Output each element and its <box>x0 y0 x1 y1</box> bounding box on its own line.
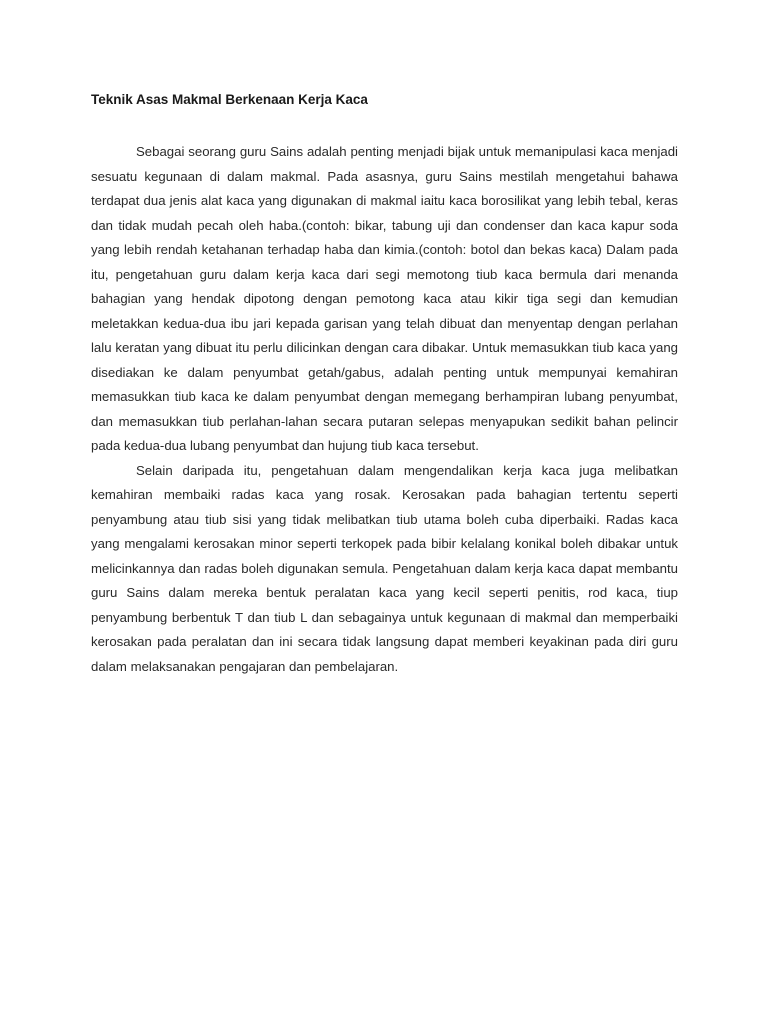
paragraph-2: Selain daripada itu, pengetahuan dalam mengendalikan kerja kaca juga melibatkan kemahiran membaiki radas kaca yang rosak. Kerosakan pada bahagian tertentu seperti penyambung atau tiub sisi yang tidak melibatkan tiub utama boleh cuba diperbaiki. Radas kaca yang mengalami kerosakan minor seperti terkopek pada bibir kelalang konikal boleh dibakar untuk melicinkannya dan radas boleh digunakan semula. Pengetahuan dalam kerja kaca dapat membantu guru Sains dalam mereka bentuk peralatan kaca yang kecil seperti penitis, rod kaca, tiup penyambung berbentuk T dan tiub L dan sebagainya untuk kegunaan di makmal dan memperbaiki kerosakan pada peralatan dan ini secara tidak langsung dapat memberi keyakinan pada diri guru dalam melaksanakan pengajaran dan pembelajaran. <box>91 462 678 674</box>
document-body <box>91 140 678 679</box>
document-title: Teknik Asas Makmal Berkenaan Kerja Kaca <box>91 92 368 107</box>
paragraph-1: Sebagai seorang guru Sains adalah penting menjadi bijak untuk memanipulasi kaca menjadi sesuatu kegunaan di dalam makmal. Pada asasnya, guru Sains mestilah mengetahui bahawa terdapat dua jenis alat kaca yang digunakan di makmal iaitu kaca borosilikat yang lebih tebal, keras dan tidak mudah pecah oleh haba.(contoh: bikar, tabung uji dan condenser dan kaca kapur soda yang lebih rendah ketahanan terhadap haba dan kimia.(contoh: botol dan bekas kaca) Dalam pada itu, pengetahuan guru dalam kerja kaca dari segi memotong tiub kaca bermula dari menanda bahagian yang hendak dipotong dengan pemotong kaca atau kikir tiga segi dan kemudian meletakkan kedua-dua ibu jari kepada garisan yang telah dibuat dan menyentap dengan perlahan lalu keratan yang dibuat itu perlu dilicinkan dengan cara dibakar. Untuk memasukkan tiub kaca yang disediakan ke dalam penyumbat getah/gabus, adalah penting untuk mempunyai kemahiran memasukkan tiub kaca ke dalam penyumbat dengan memegang berhampiran lubang penyumbat, dan memasukkan tiub perlahan-lahan secara putaran selepas menyapukan sedikit bahan pelincir pada kedua-dua lubang penyumbat dan hujung tiub kaca tersebut. <box>91 144 678 453</box>
